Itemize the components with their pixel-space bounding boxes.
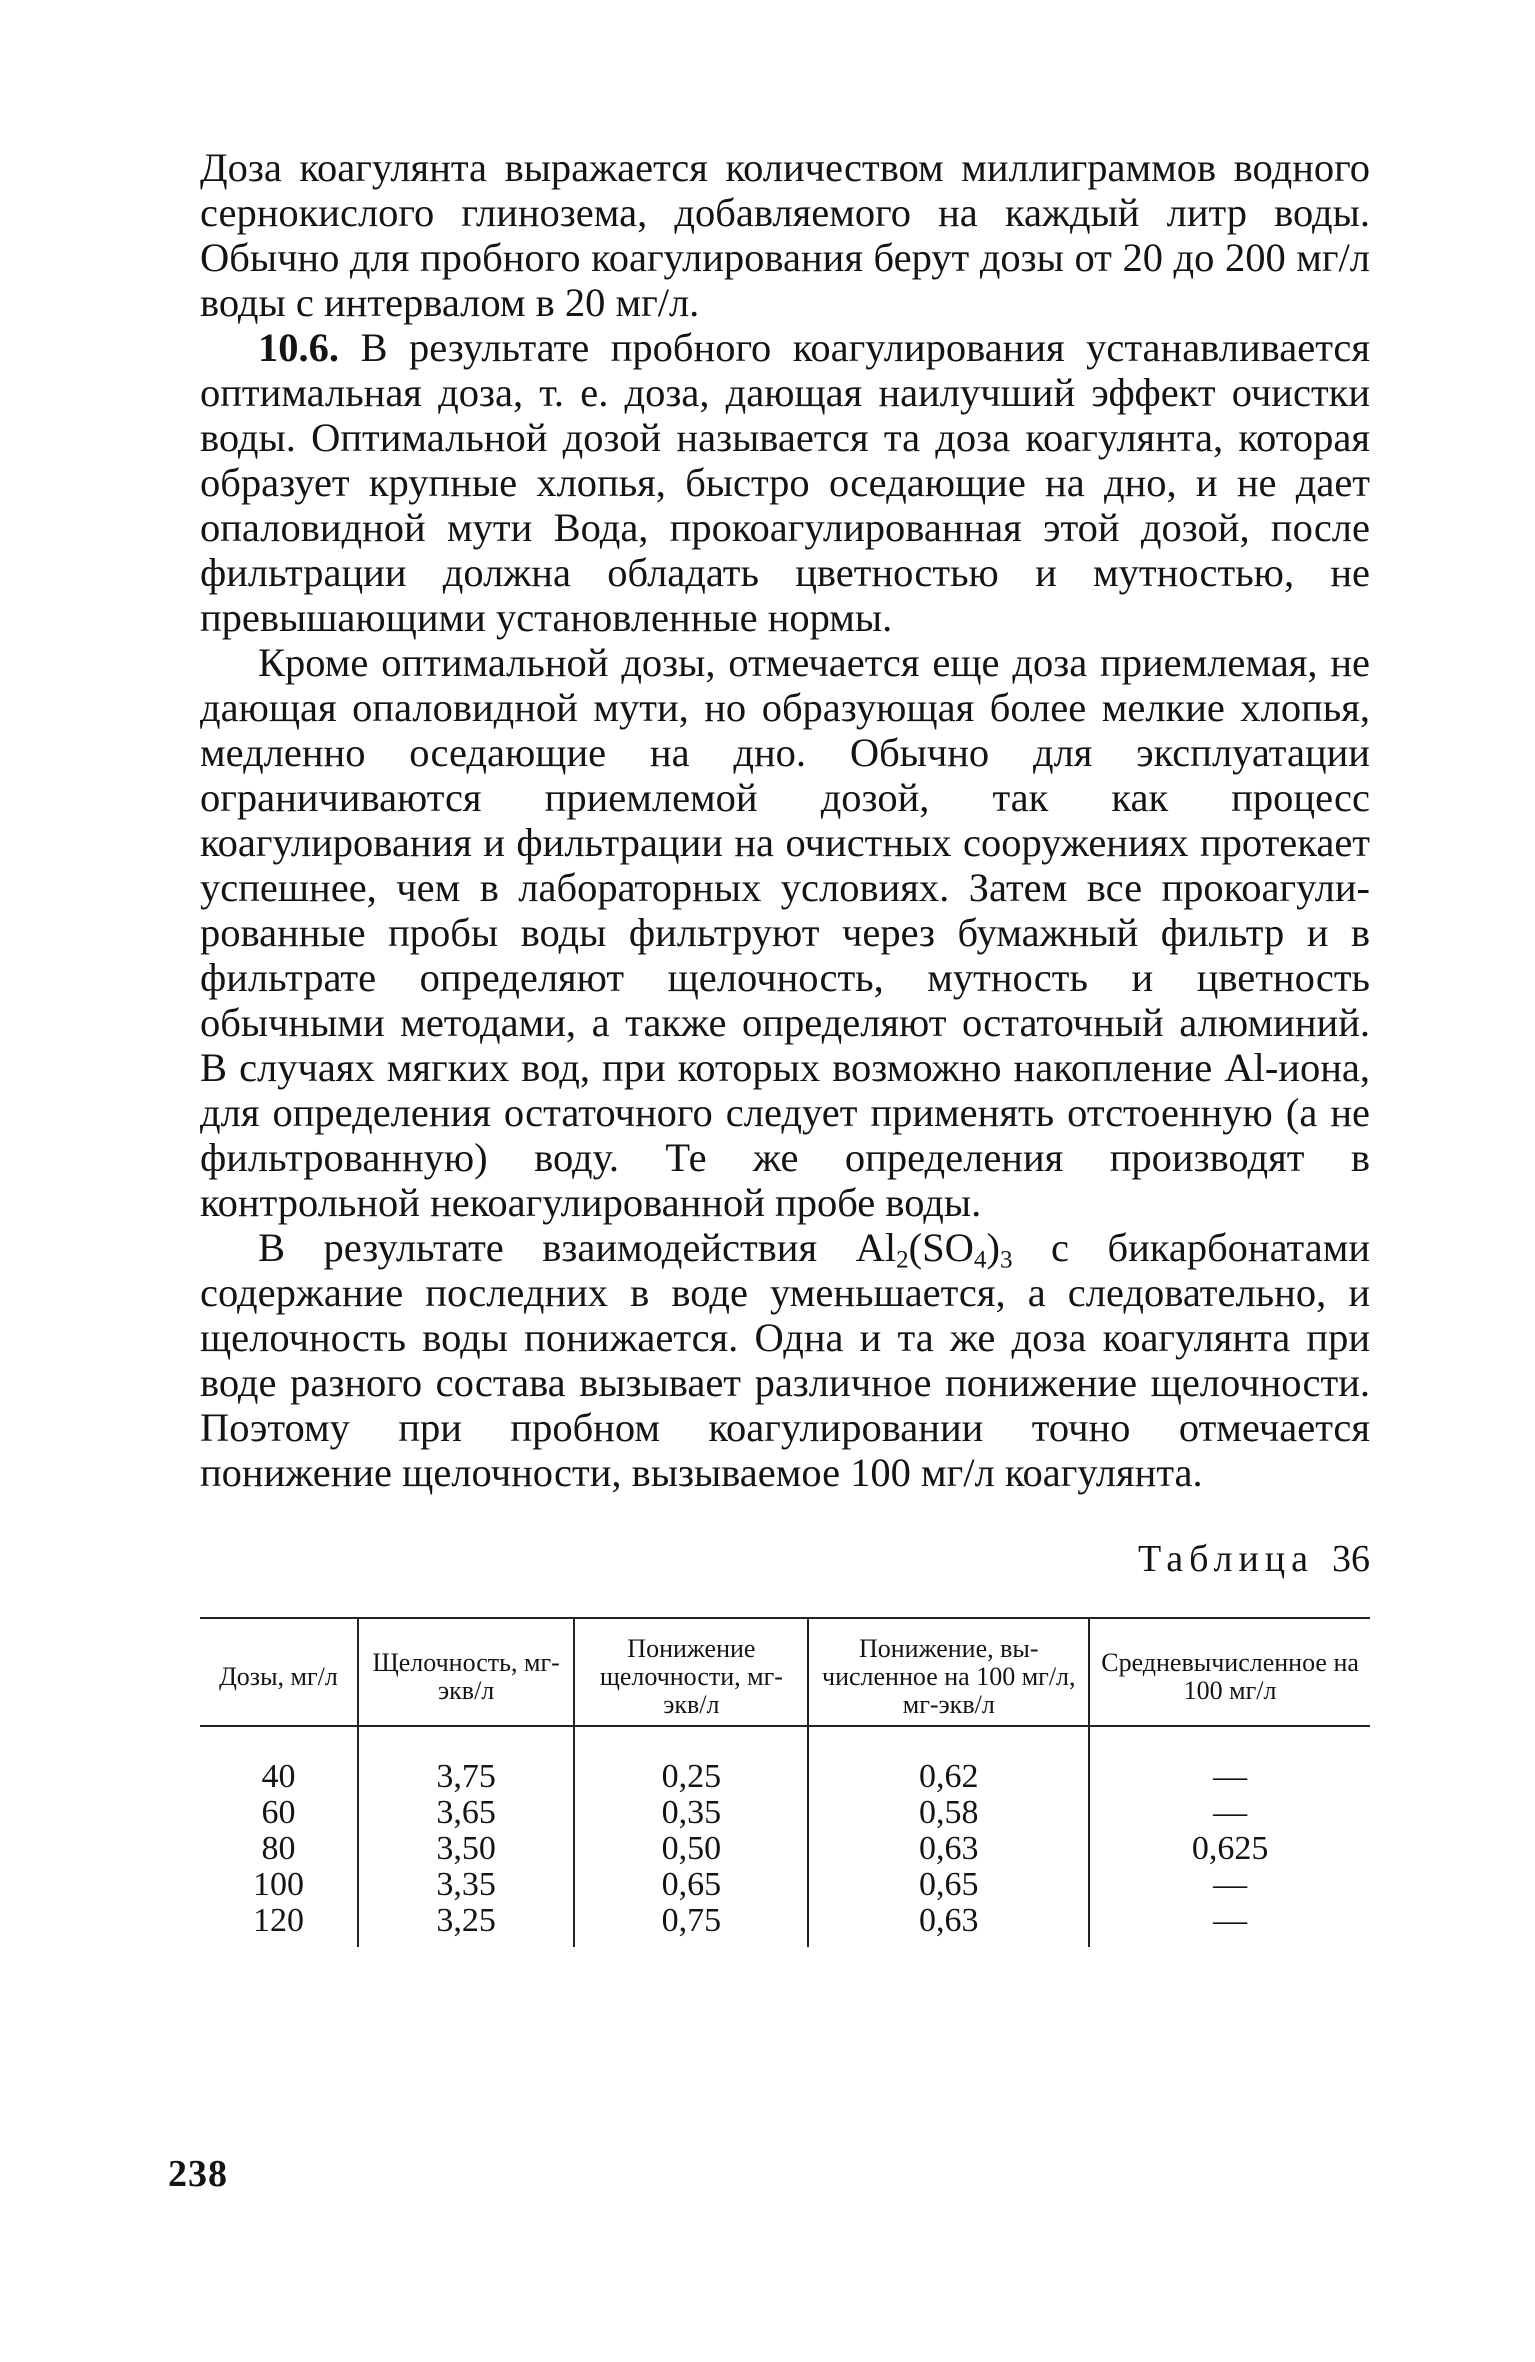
paragraph-4-text-before: В результате взаимодействия Al [258, 1225, 897, 1270]
table-row [200, 1903, 1370, 1947]
table-cell: 0,63 [808, 1831, 1089, 1867]
table-row [200, 1759, 1370, 1795]
paragraph-3 [200, 640, 1370, 1225]
table-cell: 0,62 [808, 1759, 1089, 1795]
paragraph-1 [200, 145, 1370, 325]
table-row [200, 1867, 1370, 1903]
table-cell: — [1089, 1867, 1370, 1903]
table-cell: 0,65 [808, 1867, 1089, 1903]
section-number: 10.6. [258, 325, 339, 370]
formula-subscript-1: 2 [896, 1246, 909, 1274]
table-cell: 3,75 [358, 1759, 574, 1795]
column-header-decrease-per-100: Понижение, вычисленное на 100 мг/л, мг-экв/л [808, 1618, 1089, 1726]
table-cell: — [1089, 1903, 1370, 1947]
table-caption-number: 36 [1332, 1538, 1370, 1580]
paragraph-3-text: Кроме оптимальной дозы, отмечается еще доза приемлемая, не дающая опаловидной мути, но образующая более мелкие хлопья, медленно оседающие на дно. Обычно для эксплуатации ограничиваются приемлемой дозой, так как процесс коагулирования и фильтрации на очистных сооружениях протекает успешнее, чем в лабораторных условиях. Затем все прокоагулированные пробы воды фильтруют через бумажный фильтр и в фильтрате определяют щелочность, мутность и цветность обычными методами, а также определяют остаточный алюминий. В случаях мягких вод, при которых возможно накопление Al-иона, для определения остаточного следует применять отстоенную (а не фильтрованную) воду. Те же определения производят в контрольной некоагулированной пробе воды. [200, 640, 1370, 1225]
column-header-alkalinity-decrease: Понижение щелочности, мг-экв/л [574, 1618, 808, 1726]
page-body [200, 145, 1370, 1947]
table-cell: 3,65 [358, 1795, 574, 1831]
table-cell: 3,25 [358, 1903, 574, 1947]
table-cell: — [1089, 1795, 1370, 1831]
table-cell: 0,75 [574, 1903, 808, 1947]
table-cell: 0,50 [574, 1831, 808, 1867]
column-header-average-per-100: Средневычисленное на 100 мг/л [1089, 1618, 1370, 1726]
table-cell: — [1089, 1759, 1370, 1795]
table-cell: 0,25 [574, 1759, 808, 1795]
formula-part: (SO [908, 1225, 974, 1270]
paragraph-2 [200, 325, 1370, 640]
table-cell: 3,50 [358, 1831, 574, 1867]
table-header-row [200, 1618, 1370, 1726]
column-header-dose: Дозы, мг/л [200, 1618, 358, 1726]
table-cell: 100 [252, 1866, 304, 1903]
table-cell: 0,58 [808, 1795, 1089, 1831]
table-cell: 3,35 [358, 1867, 574, 1903]
paragraph-4 [200, 1225, 1370, 1495]
data-table [200, 1617, 1370, 1947]
column-header-alkalinity: Щелочность, мг-экв/л [358, 1618, 574, 1726]
formula-subscript-3: 3 [999, 1246, 1013, 1274]
formula-subscript-2: 4 [973, 1246, 987, 1274]
table-caption [200, 1537, 1370, 1581]
table-cell: 0,625 [1089, 1831, 1370, 1867]
table-cell: 0,65 [574, 1867, 808, 1903]
table-cell: 0,63 [808, 1903, 1089, 1947]
table-row [200, 1795, 1370, 1831]
table-cell: 120 [252, 1902, 304, 1939]
paragraph-1-text: Доза коагулянта выражается количеством миллиграммов водного сернокислого глинозема, добавляемого на каждый литр воды. Обычно для пробного коагулирования берут дозы от 20 до 200 мг/л воды с интервалом в 20 мг/л. [200, 145, 1370, 325]
table-row [200, 1831, 1370, 1867]
table-cell: 80 [261, 1830, 296, 1867]
paragraph-4-text-after: с бикарбонатами содержание последних в воде уменьшается, а следовательно, и щелочность воды понижается. Одна и та же доза коагулянта при воде разного состава вызывает различное понижение щелочности. Поэтому при пробном коагулировании точно отмечается понижение щелочности, вызываемое 100 мг/л коагулянта. [200, 1225, 1370, 1495]
table-caption-word: Таблица [1137, 1538, 1314, 1580]
table-cell: 40 [261, 1758, 296, 1795]
table-spacer-row [200, 1726, 1370, 1759]
table-cell: 60 [261, 1794, 296, 1831]
paragraph-2-text: В результате пробного коагулирования устанавливается оптимальная доза, т. е. доза, дающая наилучший эффект очистки воды. Оптимальной дозой называется та доза коагулянта, которая образует крупные хлопья, быстро оседающие на дно, и не дает опаловидной мути Вода, прокоагулированная этой дозой, после фильтрации должна обладать цветностью и мутностью, не превышающими установленные нормы. [200, 325, 1370, 640]
table-cell: 0,35 [574, 1795, 808, 1831]
formula-part: ) [986, 1225, 1000, 1270]
page-number: 238 [168, 2153, 228, 2195]
